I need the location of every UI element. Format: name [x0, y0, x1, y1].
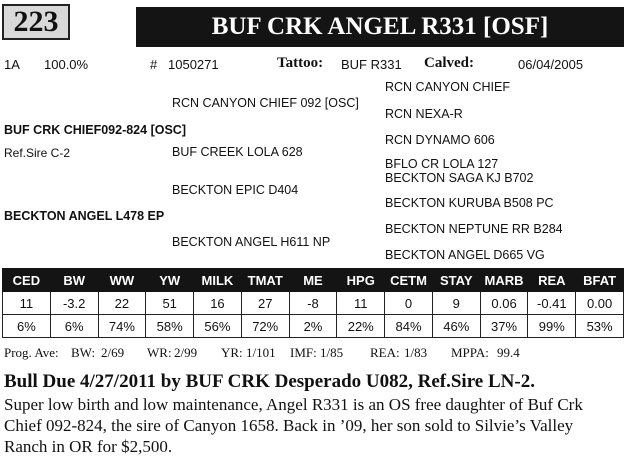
epd-header: BW: [50, 269, 98, 292]
epd-value: 27: [241, 292, 289, 315]
ped-sire: BUF CRK CHIEF092-824 [OSC]: [4, 123, 186, 137]
prog-imf: 1/85: [320, 345, 344, 360]
ped-sire-sire: RCN CANYON CHIEF 092 [OSC]: [172, 96, 359, 110]
epd-table: [2, 268, 624, 338]
epd-value: 51: [146, 292, 194, 315]
ped-ss-dam: RCN NEXA-R: [385, 107, 463, 121]
epd-value: 16: [194, 292, 242, 315]
prog-mppa-label: MPPA:: [451, 345, 489, 360]
ped-sire-note: Ref.Sire C-2: [4, 146, 71, 160]
epd-header: BFAT: [576, 269, 624, 292]
prog-wr: 2/99: [174, 345, 198, 360]
epd-percentile: 56%: [194, 315, 242, 338]
epd-value-row: [3, 292, 624, 315]
epd-percentile: 2%: [289, 315, 337, 338]
prog-wr-label: WR:: [147, 345, 172, 360]
epd-value: 0: [385, 292, 433, 315]
ped-sire-dam: BUF CREEK LOLA 628: [172, 145, 303, 159]
epd-percentile-row: [3, 315, 624, 338]
epd-percentile: 84%: [385, 315, 433, 338]
epd-header: WW: [98, 269, 146, 292]
ped-ds-dam: BECKTON KURUBA B508 PC: [385, 196, 554, 210]
epd-percentile: 53%: [576, 315, 624, 338]
animal-title: BUF CRK ANGEL R331 [OSF]: [136, 7, 624, 47]
description: Super low birth and low maintenance, Angel R331 is an OS free daughter of Buf Crk Chief 092-824, the sire of Canyon 1658. Back in ’09, her son sold to Silvie’s Valley Ranch in OR for $2,500.: [4, 395, 583, 456]
epd-value: -3.2: [50, 292, 98, 315]
epd-header: TMAT: [241, 269, 289, 292]
reg-number: 1050271: [168, 57, 219, 72]
epd-value: -0.41: [528, 292, 576, 315]
ped-dam: BECKTON ANGEL L478 EP: [4, 209, 165, 223]
calved-date: 06/04/2005: [518, 57, 584, 72]
epd-value: 0.06: [480, 292, 528, 315]
epd-percentile: 58%: [146, 315, 194, 338]
tattoo-value: BUF R331: [341, 57, 402, 72]
ped-ds-sire: BECKTON SAGA KJ B702: [385, 171, 534, 185]
prog-label: Prog. Ave:: [4, 345, 59, 360]
headline: Bull Due 4/27/2011 by BUF CRK Desperado U082, Ref.Sire LN-2.: [4, 371, 535, 392]
epd-header: MARB: [480, 269, 528, 292]
epd-header: ME: [289, 269, 337, 292]
ped-ss-sire: RCN CANYON CHIEF: [385, 80, 511, 94]
prog-mppa: 99.4: [497, 345, 520, 360]
ped-sd-sire: RCN DYNAMO 606: [385, 133, 495, 147]
epd-value: 9: [432, 292, 480, 315]
prog-yr-label: YR:: [221, 345, 243, 360]
epd-percentile: 22%: [337, 315, 385, 338]
calved-label: Calved:: [424, 55, 474, 71]
lot-number: 223: [2, 4, 70, 40]
epd-percentile: 99%: [528, 315, 576, 338]
info-code: 1A: [4, 57, 20, 72]
epd-header: HPG: [337, 269, 385, 292]
ped-dd-sire: BECKTON NEPTUNE RR B284: [385, 222, 563, 236]
epd-value: 0.00: [576, 292, 624, 315]
ped-dd-dam: BECKTON ANGEL D665 VG: [385, 248, 545, 262]
prog-bw: 2/69: [101, 345, 125, 360]
epd-value: 11: [337, 292, 385, 315]
epd-percentile: 37%: [480, 315, 528, 338]
epd-value: -8: [289, 292, 337, 315]
info-percent: 100.0%: [44, 57, 89, 72]
epd-percentile: 74%: [98, 315, 146, 338]
reg-label: #: [150, 57, 158, 72]
prog-bw-label: BW:: [71, 345, 96, 360]
ped-sd-dam: BFLO CR LOLA 127: [385, 157, 499, 171]
epd-value: 11: [3, 292, 51, 315]
epd-header: CED: [3, 269, 51, 292]
prog-rea-label: REA:: [370, 345, 400, 360]
epd-header: YW: [146, 269, 194, 292]
tattoo-label: Tattoo:: [277, 55, 324, 71]
ped-dam-sire: BECKTON EPIC D404: [172, 183, 299, 197]
epd-header-row: [3, 269, 624, 292]
epd-percentile: 72%: [241, 315, 289, 338]
epd-value: 22: [98, 292, 146, 315]
ped-dam-dam: BECKTON ANGEL H611 NP: [172, 235, 331, 249]
epd-header: STAY: [432, 269, 480, 292]
epd-header: MILK: [194, 269, 242, 292]
prog-imf-label: IMF:: [290, 345, 317, 360]
epd-percentile: 6%: [50, 315, 98, 338]
epd-percentile: 46%: [432, 315, 480, 338]
prog-yr: 1/101: [246, 345, 276, 360]
epd-header: CETM: [385, 269, 433, 292]
epd-percentile: 6%: [3, 315, 51, 338]
epd-header: REA: [528, 269, 576, 292]
prog-rea: 1/83: [404, 345, 428, 360]
